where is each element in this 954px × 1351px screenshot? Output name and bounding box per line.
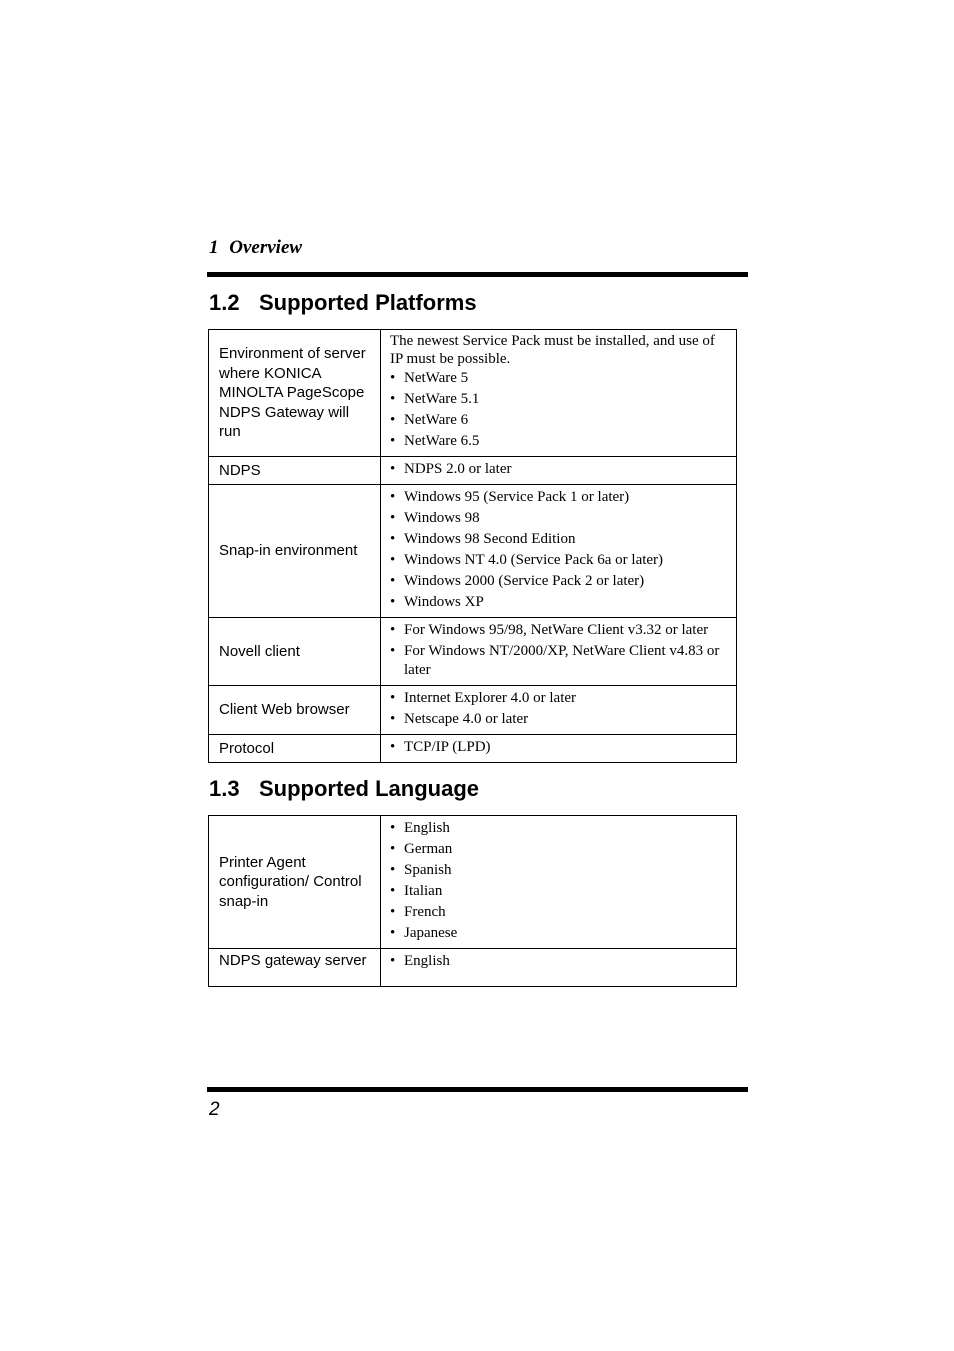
list-item: • NetWare 6 [390,411,730,430]
row-value [381,618,737,686]
list-item: • Windows 2000 (Service Pack 2 or later) [390,572,730,591]
list-item: • English [390,952,730,971]
row-label: NDPS [209,457,381,485]
list-item: • English [390,819,730,838]
section-title: Supported Language [259,776,479,801]
list-item: • For Windows 95/98, NetWare Client v3.32 or later [390,621,730,640]
row-value [381,949,737,987]
bullet-list [390,369,730,451]
row-label: Protocol [209,735,381,763]
list-item: • Windows 95 (Service Pack 1 or later) [390,488,730,507]
bullet-list [390,460,730,479]
list-item: • German [390,840,730,859]
chapter-title: Overview [229,237,303,258]
table-row [209,485,737,618]
list-item: • NDPS 2.0 or later [390,460,730,479]
list-item: • Japanese [390,924,730,943]
row-label: Novell client [209,618,381,686]
list-item: • Internet Explorer 4.0 or later [390,689,730,708]
table-row [209,816,737,949]
list-item: • Windows NT 4.0 (Service Pack 6a or later) [390,551,730,570]
list-item: • Netscape 4.0 or later [390,710,730,729]
list-item: • Windows XP [390,593,730,612]
row-label: Environment of server where KONICA MINOLTA PageScope NDPS Gateway will run [209,330,381,457]
bullet-list [390,819,730,943]
list-item: • French [390,903,730,922]
language-table [208,815,737,987]
row-label: NDPS gateway server [209,949,381,987]
list-item: • Spanish [390,861,730,880]
section-title: Supported Platforms [259,290,477,315]
list-item: • For Windows NT/2000/XP, NetWare Client v4.83 or later [390,642,730,680]
table-row [209,735,737,763]
bullet-list [390,738,730,757]
row-value [381,686,737,735]
bullet-list [390,621,730,680]
section-heading-language [209,776,479,802]
bullet-list [390,488,730,612]
footer-rule [207,1087,748,1092]
header-rule [207,272,748,277]
row-label: Snap-in environment [209,485,381,618]
section-number: 1.2 [209,290,240,315]
row-value [381,485,737,618]
list-item: • NetWare 5.1 [390,390,730,409]
list-item: • Italian [390,882,730,901]
list-item: • Windows 98 [390,509,730,528]
platforms-table [208,329,737,763]
running-header [209,237,302,259]
table-row [209,330,737,457]
table-row [209,618,737,686]
row-value [381,816,737,949]
chapter-number: 1 [209,237,219,258]
row-label: Printer Agent configuration/ Control snap-in [209,816,381,949]
row-value [381,330,737,457]
list-item: • NetWare 6.5 [390,432,730,451]
list-item: • TCP/IP (LPD) [390,738,730,757]
table-row [209,686,737,735]
section-heading-platforms [209,290,477,316]
table-row [209,457,737,485]
row-value [381,457,737,485]
row-note: The newest Service Pack must be installed, and use of IP must be possible. [390,333,715,367]
list-item: • NetWare 5 [390,369,730,388]
list-item: • Windows 98 Second Edition [390,530,730,549]
row-value [381,735,737,763]
page-number: 2 [209,1099,220,1120]
bullet-list [390,689,730,729]
section-number: 1.3 [209,776,240,801]
table-row [209,949,737,987]
row-label: Client Web browser [209,686,381,735]
bullet-list [390,952,730,971]
